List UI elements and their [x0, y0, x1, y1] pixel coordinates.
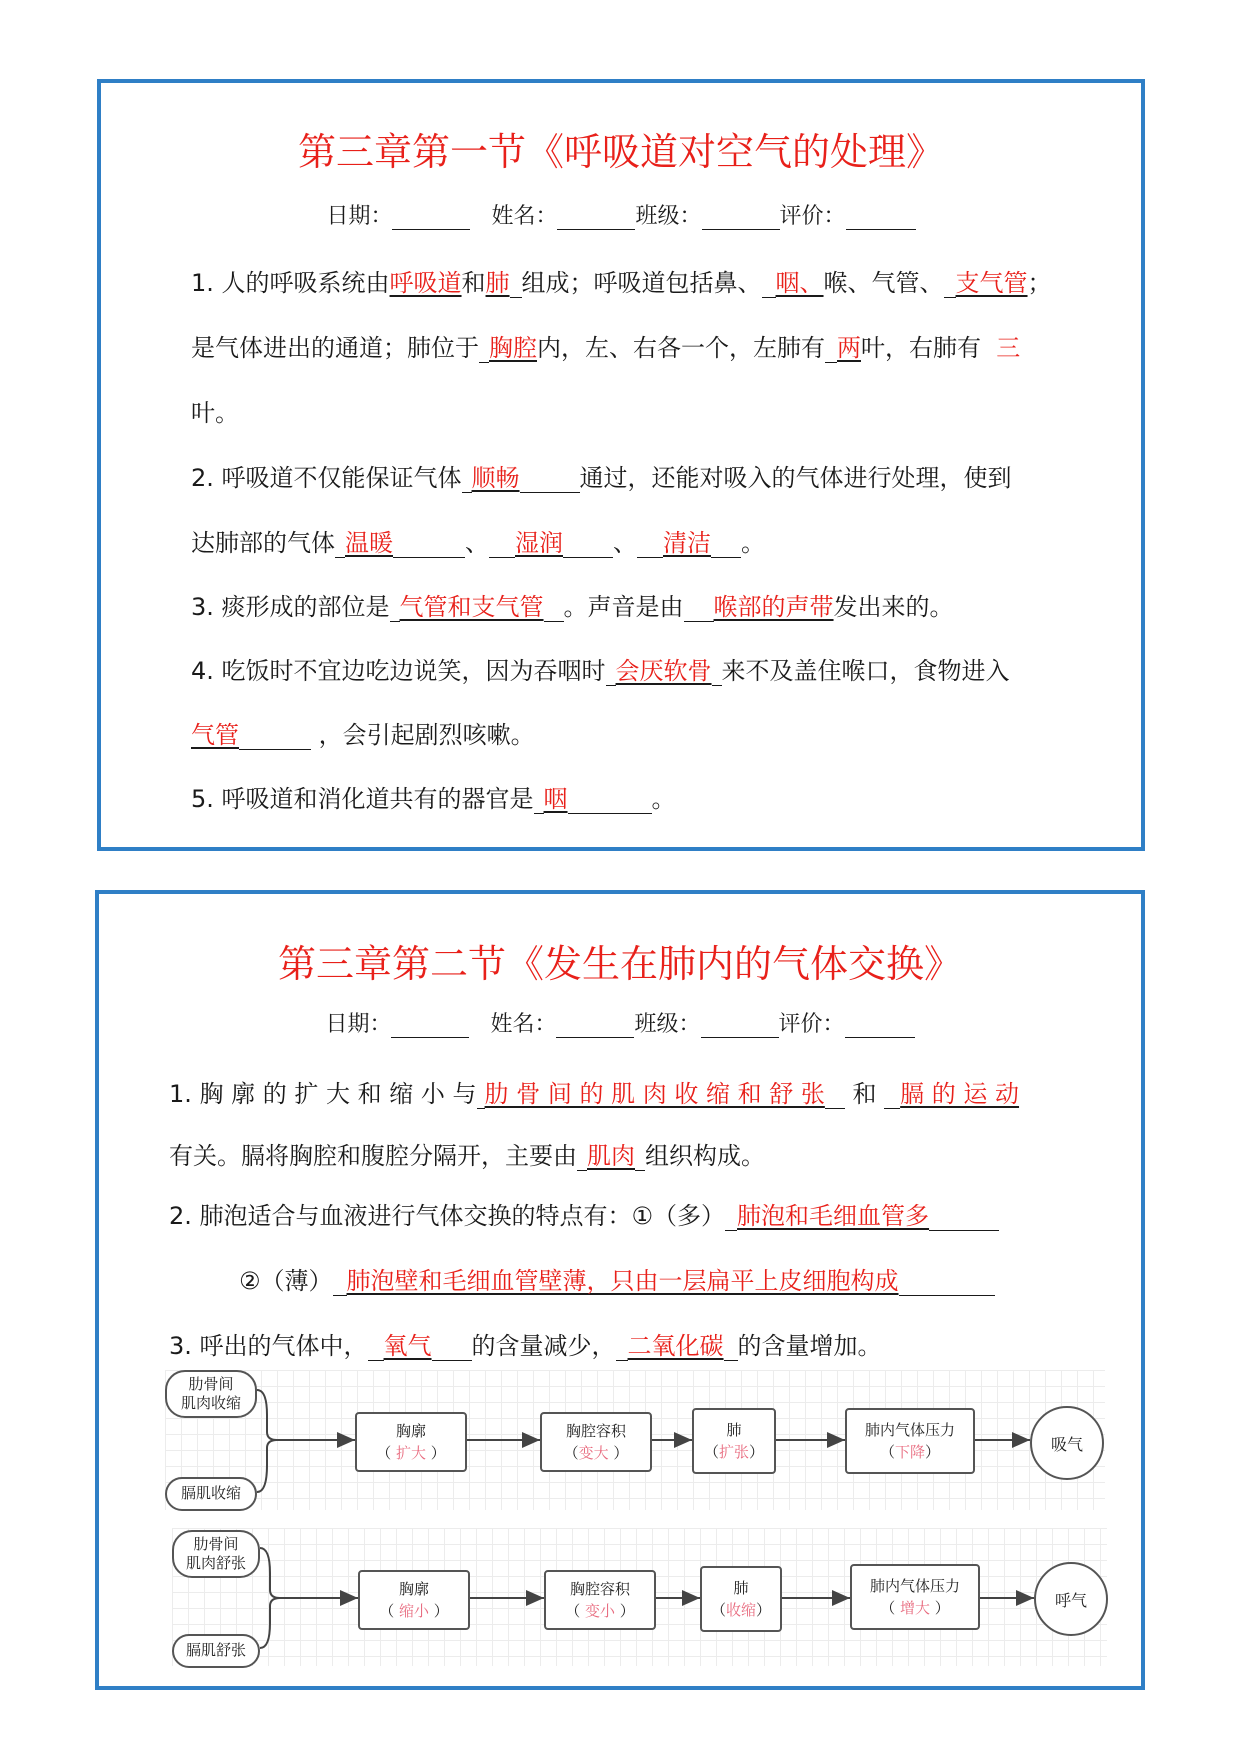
answer: 肌肉	[587, 1142, 635, 1170]
answer: 喉部的声带	[713, 593, 834, 621]
date-label: 日期：	[325, 1012, 392, 1037]
answer: 咽	[543, 785, 568, 813]
thorax-box: 胸廓 （ 缩小 ）	[358, 1570, 470, 1630]
date-blank[interactable]	[391, 1014, 469, 1038]
answer: 肺泡壁和毛细血管壁薄，只由一层扁平上皮细胞构成	[346, 1267, 899, 1295]
c2-q2-line2: ②（薄） 肺泡壁和毛细血管壁薄，只由一层扁平上皮细胞构成	[239, 1261, 995, 1296]
c1-q5: 5. 呼吸道和消化道共有的器官是 咽 。	[191, 785, 676, 813]
answer: 清洁	[663, 529, 711, 557]
answer: 胸腔	[489, 334, 537, 362]
eval-blank[interactable]	[845, 1014, 915, 1038]
answer: 三	[996, 334, 1021, 362]
name-blank[interactable]	[556, 1014, 634, 1038]
lung-box: 肺 （扩张）	[692, 1408, 776, 1474]
class-blank[interactable]	[702, 206, 780, 230]
thoracic-volume-box: 胸腔容积 （变大 ）	[540, 1412, 652, 1472]
class-blank[interactable]	[701, 1014, 779, 1038]
intercostal-muscle-relax: 肋骨间 肌肉舒张	[172, 1530, 260, 1578]
c1-q4-line2: 气管 ，会引起剧烈咳嗽。	[191, 721, 535, 749]
diaphragm-contract: 膈肌收缩	[165, 1477, 257, 1511]
c2-q1-line2: 有关。膈将胸腔和腹腔分隔开，主要由 肌肉 组织构成。	[169, 1142, 765, 1170]
exhale-result: 呼气	[1034, 1562, 1108, 1636]
c1-q1-line1: 1. 人的呼吸系统由呼吸道和肺 组成；呼吸道包括鼻、 咽、喉、气管、 支气管；	[191, 269, 1052, 297]
answer: 顺畅	[471, 464, 520, 492]
card2-title: 第三章第二节《发生在肺内的气体交换》	[277, 942, 962, 986]
name-blank[interactable]	[557, 206, 635, 230]
answer: 会厌软骨	[615, 657, 712, 685]
answer: 肋 骨 间 的 肌 肉 收 缩 和 舒 张	[484, 1080, 825, 1108]
answer: 支气管	[955, 269, 1028, 297]
inhale-result: 吸气	[1030, 1406, 1104, 1480]
class-label: 班级：	[634, 1012, 701, 1037]
thorax-box: 胸廓 （ 扩大 ）	[355, 1412, 467, 1472]
c1-q2-line1: 2. 呼吸道不仅能保证气体 顺畅 通过，还能对吸入的气体进行处理，使到	[191, 464, 1012, 492]
answer: 湿润	[515, 529, 563, 557]
lung-pressure-box: 肺内气体压力 （下降）	[845, 1408, 975, 1474]
lung-pressure-box: 肺内气体压力 （ 增大 ）	[850, 1564, 980, 1630]
answer: 气管和支气管	[399, 593, 544, 621]
eval-blank[interactable]	[846, 206, 916, 230]
class-label: 班级：	[635, 204, 702, 229]
card2-meta	[99, 1007, 1141, 1038]
c1-q2-line2: 达肺部的气体 温暖 、 湿润 、 清洁 。	[191, 529, 765, 557]
c2-q3: 3. 呼出的气体中， 氧气 的含量减少， 二氧化碳 的含量增加。	[169, 1332, 882, 1360]
c1-q3: 3. 痰形成的部位是 气管和支气管 。声音是由 喉部的声带发出来的。	[191, 593, 954, 621]
answer: 二氧化碳	[627, 1332, 724, 1360]
date-blank[interactable]	[392, 206, 470, 230]
name-label: 姓名：	[490, 1012, 557, 1037]
answer: 氧气	[383, 1332, 432, 1360]
card1-meta	[101, 199, 1141, 230]
c2-q2-line1: 2. 肺泡适合与血液进行气体交换的特点有：①（多） 肺泡和毛细血管多	[169, 1196, 999, 1231]
answer: 肺	[485, 269, 510, 297]
answer: 气管	[191, 721, 239, 749]
eval-label: 评价：	[778, 1012, 845, 1037]
thoracic-volume-box: 胸腔容积 （ 变小 ）	[544, 1570, 656, 1630]
intercostal-muscle-contract: 肋骨间 肌肉收缩	[165, 1370, 257, 1418]
card1-title: 第三章第一节《呼吸道对空气的处理》	[297, 130, 944, 174]
answer: 两	[837, 334, 861, 362]
diaphragm-relax: 膈肌舒张	[172, 1634, 260, 1668]
inhalation-flow-diagram	[165, 1370, 1105, 1510]
date-label: 日期：	[326, 204, 393, 229]
eval-label: 评价：	[779, 204, 846, 229]
answer: 肺泡和毛细血管多	[737, 1202, 930, 1230]
answer: 温暖	[345, 529, 393, 557]
exhalation-flow-diagram	[172, 1528, 1107, 1666]
c1-q1-line3: 叶。	[191, 399, 239, 427]
lung-box: 肺 （收缩）	[700, 1566, 782, 1632]
answer: 呼吸道	[389, 269, 462, 297]
c1-q4-line1: 4. 吃饭时不宜边吃边说笑，因为吞咽时 会厌软骨 来不及盖住喉口，食物进入	[191, 657, 1010, 685]
c1-q1-line2: 是气体进出的通道；肺位于 胸腔内，左、右各一个，左肺有 两叶，右肺有 三	[191, 334, 1021, 362]
answer: 膈 的 运 动	[900, 1080, 1020, 1108]
c2-q1-line1: 1. 胸 廓 的 扩 大 和 缩 小 与 肋 骨 间 的 肌 肉 收 缩 和 舒 张 和 膈 的 运 动	[169, 1080, 1020, 1108]
worksheet-card-1	[97, 79, 1145, 851]
name-label: 姓名：	[491, 204, 558, 229]
answer: 咽、	[775, 269, 824, 297]
